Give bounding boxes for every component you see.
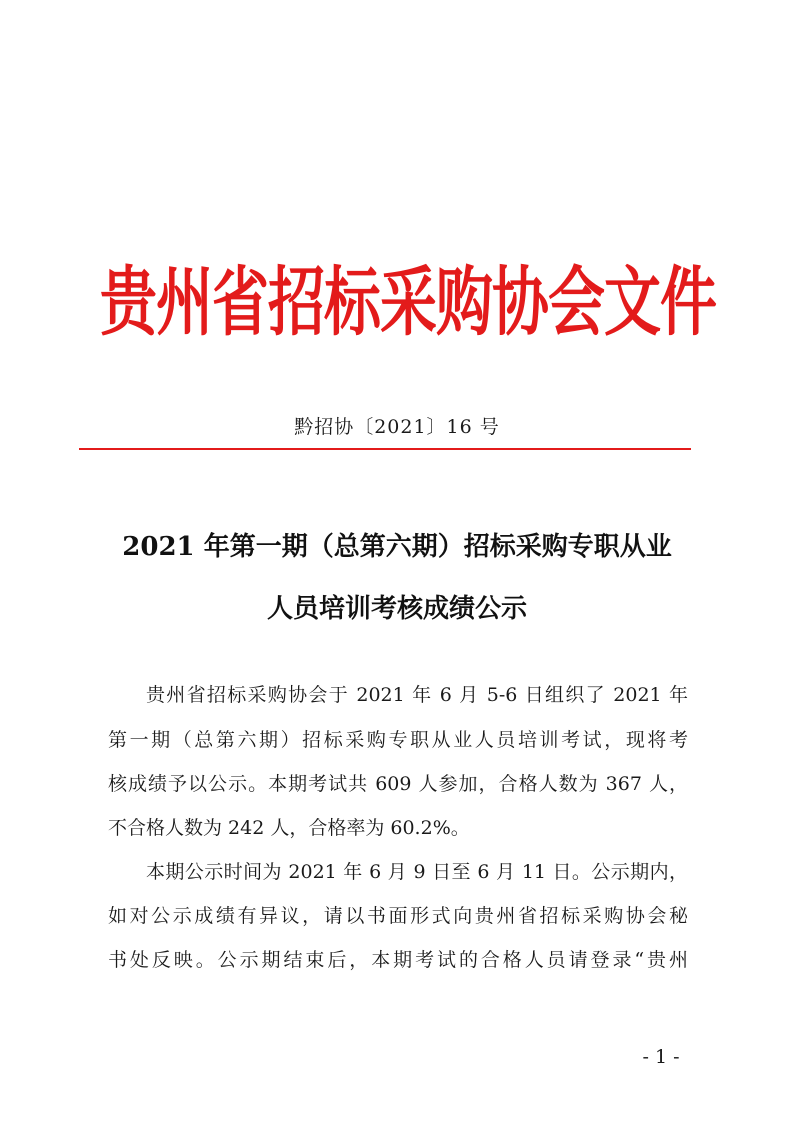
- red-divider-line: [79, 448, 691, 450]
- document-number: 黔招协〔2021〕16 号: [294, 416, 500, 438]
- notice-title-line-2: 人员培训考核成绩公示: [266, 594, 527, 624]
- notice-title-line-1: 2021 年第一期（总第六期）招标采购专职从业: [122, 532, 672, 562]
- paragraph-2-line-2: 如对公示成绩有异议，请以书面形式向贵州省招标采购协会秘: [108, 905, 688, 927]
- paragraph-1-line-1: 贵州省招标采购协会于 2021 年 6 月 5-6 日组织了 2021 年: [146, 684, 688, 706]
- paragraph-1-line-3: 核成绩予以公示。本期考试共 609 人参加，合格人数为 367 人，: [108, 773, 688, 795]
- paragraph-2-line-3: 书处反映。公示期结束后，本期考试的合格人员请登录“贵州: [108, 949, 688, 971]
- paragraph-2-line-1: 本期公示时间为 2021 年 6 月 9 日至 6 月 11 日。公示期内，: [146, 861, 688, 883]
- org-red-header: 贵州省招标采购协会文件: [100, 258, 716, 346]
- page-number: - 1 -: [642, 1046, 680, 1068]
- paragraph-1-line-4: 不合格人数为 242 人，合格率为 60.2%。: [108, 817, 470, 839]
- paragraph-1-line-2: 第一期（总第六期）招标采购专职从业人员培训考试，现将考: [108, 729, 688, 751]
